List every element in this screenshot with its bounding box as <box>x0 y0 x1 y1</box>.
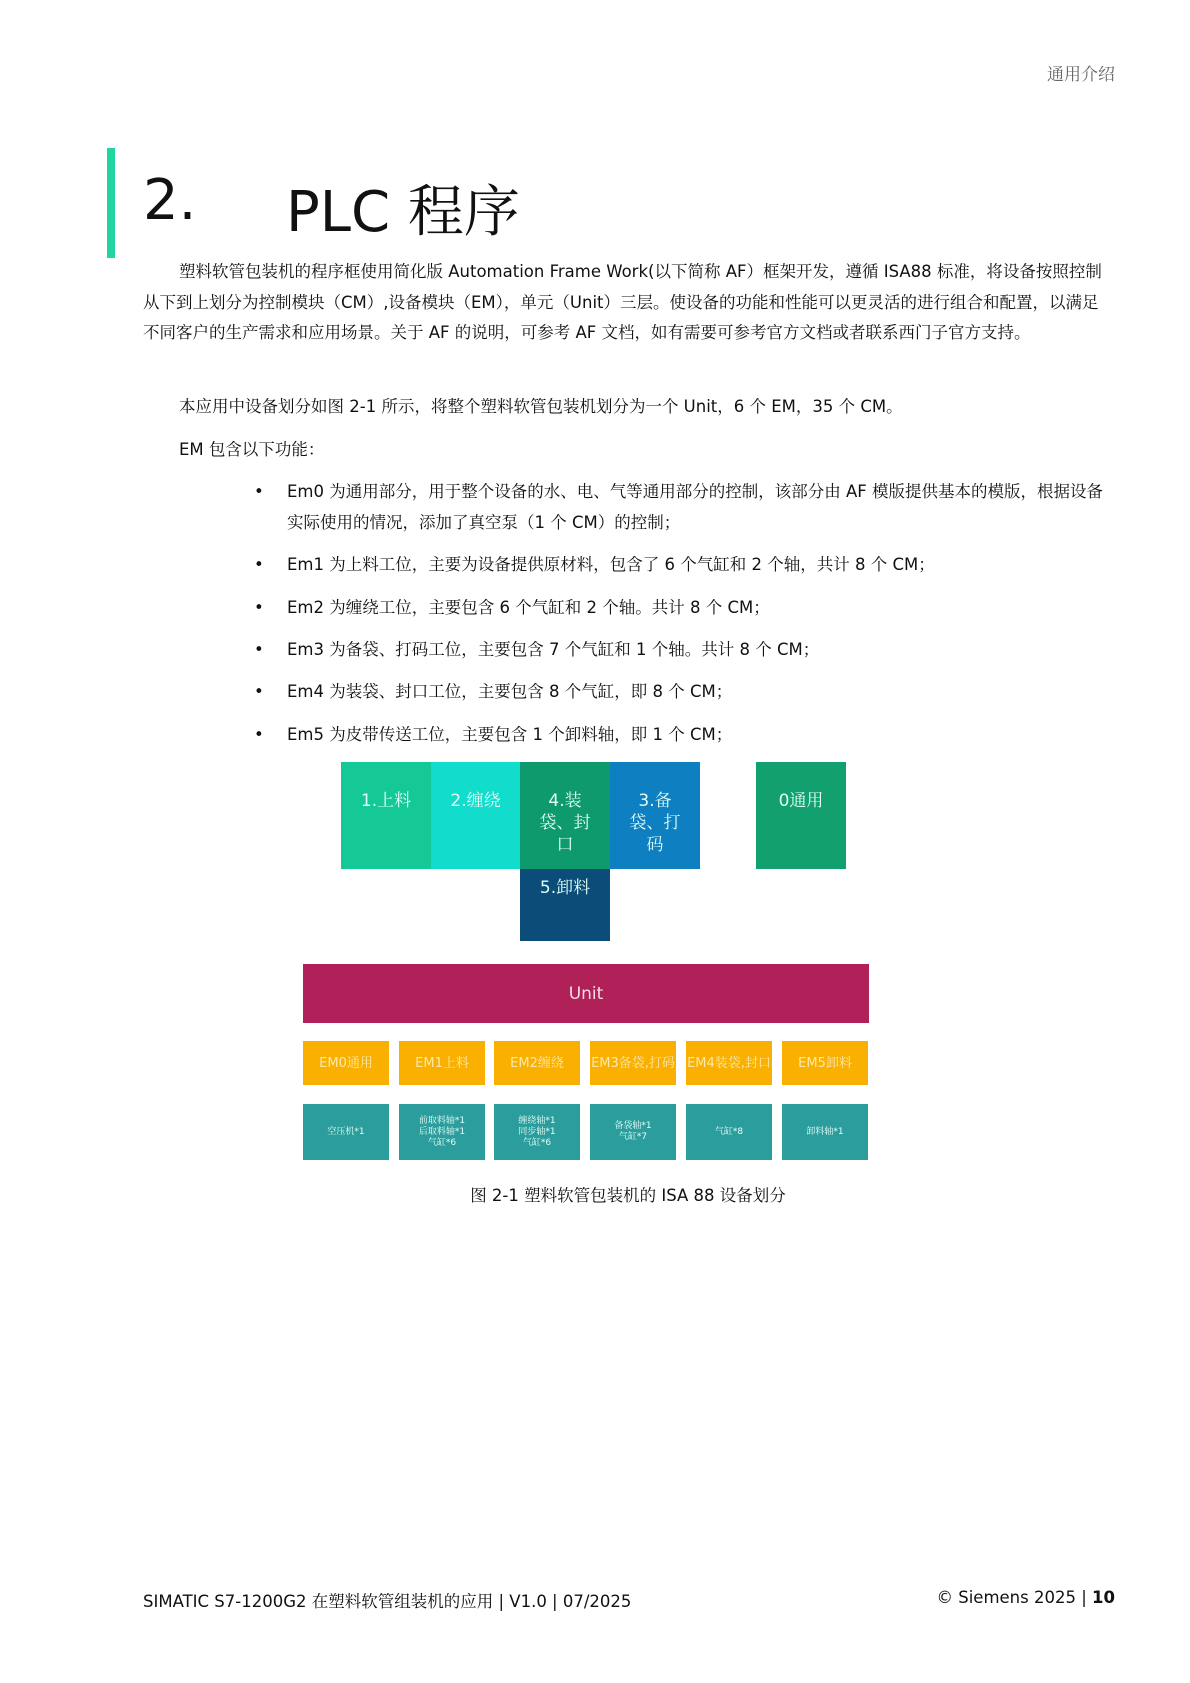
bullet-item: Em5 为皮带传送工位，主要包含 1 个卸料轴，即 1 个 CM； <box>287 725 733 744</box>
bullet-icon: • <box>254 555 264 574</box>
cm-block: 前取料轴*1 后取料轴*1 气缸*6 <box>399 1104 485 1160</box>
cm-block: 气缸*8 <box>686 1104 772 1160</box>
bullet-icon: • <box>254 682 264 701</box>
em-block: EM0通用 <box>303 1041 389 1085</box>
bullet-icon: • <box>254 640 264 659</box>
footer-left: SIMATIC S7-1200G2 在塑料软管组装机的应用 | V1.0 | 07/2025 <box>143 1592 632 1611</box>
copyright: © Siemens 2025 | <box>936 1588 1093 1607</box>
station-block: 3.备袋、打码 <box>610 762 700 869</box>
bullet-item: Em4 为装袋、封口工位，主要包含 8 个气缸，即 8 个 CM； <box>287 682 733 701</box>
footer-right <box>937 1588 1116 1607</box>
em-block: EM4装袋,封口 <box>686 1041 772 1085</box>
em-block: EM3备袋,打码 <box>590 1041 676 1085</box>
paragraph-intro: 塑料软管包装机的程序框使用简化版 Automation Frame Work(以下简称 AF）框架开发，遵循 ISA88 标准，将设备按照控制从下到上划分为控制模块（CM）,设备模块（EM），单元（Unit）三层。使设备的功能和性能可以更灵活的进行组合和配置，以满足不同客户的生产需求和应用场景。关于 AF 的说明，可参考 AF 文档，如有需要可参考官方文档或者联系西门子官方支持。 <box>143 262 1102 342</box>
bullet-icon: • <box>254 482 264 501</box>
chapter-title: PLC 程序 <box>286 180 520 245</box>
running-header: 通用介绍 <box>1047 65 1115 85</box>
unit-block: Unit <box>303 964 869 1023</box>
station-block: 4.装袋、封口 <box>520 762 610 869</box>
paragraph-division: 本应用中设备划分如图 2-1 所示，将整个塑料软管包装机划分为一个 Unit，6 个 EM，35 个 CM。 <box>179 397 903 416</box>
page-number: 10 <box>1092 1588 1115 1607</box>
chapter-number: 2. <box>143 168 197 233</box>
em-block: EM2缠绕 <box>494 1041 580 1085</box>
em-block: EM5卸料 <box>782 1041 868 1085</box>
station-block: 0通用 <box>756 762 846 869</box>
bullet-item: Em3 为备袋、打码工位，主要包含 7 个气缸和 1 个轴。共计 8 个 CM； <box>287 640 820 659</box>
cm-block: 空压机*1 <box>303 1104 389 1160</box>
cm-block: 缠绕轴*1 同步轴*1 气缸*6 <box>494 1104 580 1160</box>
bullet-icon: • <box>254 725 264 744</box>
station-block: 2.缠绕 <box>431 762 520 869</box>
cm-block: 备袋轴*1 气缸*7 <box>590 1104 676 1160</box>
bullet-icon: • <box>254 598 264 617</box>
em-block: EM1上料 <box>399 1041 485 1085</box>
cm-block: 卸料轴*1 <box>782 1104 868 1160</box>
figure-caption: 图 2-1 塑料软管包装机的 ISA 88 设备划分 <box>470 1186 786 1205</box>
paragraph-em-intro: EM 包含以下功能： <box>179 440 325 459</box>
bullet-item: Em1 为上料工位，主要为设备提供原材料，包含了 6 个气缸和 2 个轴，共计 8 个 CM； <box>287 555 935 574</box>
station-block: 5.卸料 <box>520 869 610 941</box>
station-block: 1.上料 <box>341 762 431 869</box>
bullet-item: Em0 为通用部分，用于整个设备的水、电、气等通用部分的控制，该部分由 AF 模版提供基本的模版，根据设备实际使用的情况，添加了真空泵（1 个 CM）的控制； <box>287 482 1104 532</box>
bullet-item: Em2 为缠绕工位，主要包含 6 个气缸和 2 个轴。共计 8 个 CM； <box>287 598 770 617</box>
heading-accent-bar <box>107 148 115 258</box>
